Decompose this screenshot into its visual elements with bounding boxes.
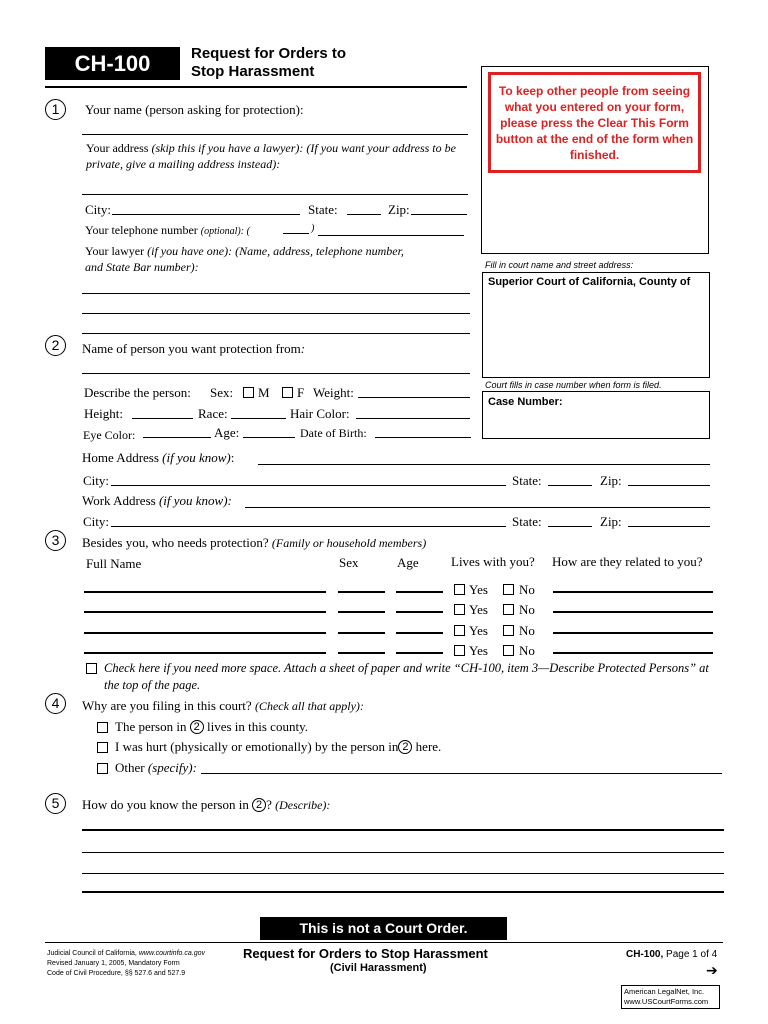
more-space-text: Check here if you need more space. Attach a sheet of paper and write “CH-100, item 3—Describe Protected Persons” at the top of the page. — [104, 661, 709, 692]
lives-yes-label: Yes — [469, 582, 488, 597]
home-if-known: (if you know) — [162, 450, 231, 465]
sex-f-label: F — [297, 385, 305, 400]
col-lives-with: Lives with you? — [451, 554, 535, 569]
reason-lives-checkbox[interactable] — [97, 722, 108, 733]
home-colon: : — [230, 450, 235, 465]
address-label-text: Your address — [86, 141, 149, 155]
item-3-number: 3 — [45, 530, 66, 551]
case-caption: Court fills in case number when form is filed. — [485, 380, 662, 390]
publisher-box — [621, 985, 720, 1009]
footer-revised: Revised January 1, 2005, Mandatory Form — [47, 960, 180, 967]
protected-name-field[interactable] — [84, 599, 326, 613]
protect-from-field[interactable] — [82, 360, 470, 374]
city-field-1[interactable] — [112, 201, 300, 215]
your-address-field[interactable] — [82, 181, 468, 195]
reason-hurt-checkbox[interactable] — [97, 742, 108, 753]
item-4-number: 4 — [45, 693, 66, 714]
publisher-url: www.USCourtForms.com — [624, 997, 709, 1006]
footer-council — [47, 950, 205, 957]
reason-other-text: Other — [115, 760, 145, 775]
lives-no-checkbox[interactable] — [503, 604, 514, 615]
state-field-3[interactable] — [548, 513, 592, 527]
lawyer-label — [85, 243, 415, 275]
protected-age-field[interactable] — [396, 620, 443, 634]
race-label: Race: — [198, 406, 228, 421]
protected-age-field[interactable] — [396, 579, 443, 593]
home-address-text: Home Address — [82, 450, 159, 465]
lives-no-checkbox[interactable] — [503, 584, 514, 595]
state-label-2: State: — [512, 473, 542, 488]
lives-yes-label: Yes — [469, 623, 488, 638]
council-name: Judicial Council of California, — [47, 950, 137, 957]
protected-relationship-field[interactable] — [553, 599, 713, 613]
work-address-field[interactable] — [245, 494, 710, 508]
lives-yes-checkbox[interactable] — [454, 625, 465, 636]
form-title-line2: Stop Harassment — [191, 63, 315, 80]
relationship-line-1[interactable] — [82, 829, 724, 831]
lawyer-field-2[interactable] — [82, 300, 470, 314]
sex-f-checkbox[interactable] — [282, 387, 293, 398]
dob-field[interactable] — [375, 424, 471, 438]
reason-lives-label — [115, 719, 308, 735]
col-relationship: How are they related to you? — [552, 554, 703, 569]
lives-no-label: No — [519, 602, 535, 617]
footer-code: Code of Civil Procedure, §§ 527.6 and 527.9 — [47, 970, 186, 977]
lives-yes-checkbox[interactable] — [454, 584, 465, 595]
protect-others-note: (Family or household members) — [271, 536, 427, 550]
zip-field-3[interactable] — [628, 513, 710, 527]
city-label-2: City: — [83, 473, 110, 488]
your-name-label: Your name (person asking for protection): — [85, 102, 304, 117]
relationship-question — [82, 797, 330, 813]
lives-no-checkbox[interactable] — [503, 625, 514, 636]
protect-from-text: Name of person you want protection from — [82, 341, 301, 356]
race-field[interactable] — [231, 405, 286, 419]
footer-rule — [45, 942, 723, 943]
protected-relationship-field[interactable] — [553, 579, 713, 593]
protected-age-field[interactable] — [396, 599, 443, 613]
height-field[interactable] — [132, 405, 193, 419]
case-number-label: Case Number: — [488, 396, 563, 408]
phone-note-text: (optional): ( — [200, 226, 250, 237]
reason-lives-pre: The person in — [115, 719, 187, 734]
zip-label-3: Zip: — [600, 514, 622, 529]
zip-field-2[interactable] — [628, 472, 710, 486]
city-field-2[interactable] — [111, 472, 506, 486]
state-label-1: State: — [308, 202, 338, 217]
reason-hurt-post: here. — [415, 739, 442, 754]
lawyer-label-text: Your lawyer — [85, 244, 145, 258]
lives-yes-label: Yes — [469, 643, 488, 658]
footer-subtitle: (Civil Harassment) — [330, 962, 427, 974]
zip-field-1[interactable] — [411, 201, 467, 215]
next-page-arrow-icon[interactable]: ➔ — [706, 962, 718, 978]
lives-yes-checkbox[interactable] — [454, 604, 465, 615]
protected-sex-field[interactable] — [338, 640, 385, 654]
reason-hurt-pre: I was hurt (physically or emotionally) by the person in — [115, 739, 399, 754]
work-if-known: (if you know): — [158, 493, 232, 508]
reason-lives-post: lives in this county. — [206, 719, 308, 734]
relationship-pre: How do you know the person in — [82, 797, 249, 812]
work-address-text: Work Address — [82, 493, 156, 508]
lives-yes-checkbox[interactable] — [454, 645, 465, 656]
lawyer-field-3[interactable] — [82, 320, 470, 334]
protected-relationship-field[interactable] — [553, 620, 713, 634]
filing-reason-question — [82, 698, 364, 714]
eye-label: Eye Color: — [83, 428, 136, 442]
city-label-3: City: — [83, 514, 110, 529]
item-2-ref-badge: 2 — [398, 740, 412, 754]
weight-label: Weight: — [313, 385, 354, 400]
protect-from-colon: : — [300, 341, 306, 356]
city-label-1: City: — [85, 202, 112, 217]
lawyer-field-1[interactable] — [82, 280, 470, 294]
item-1-number: 1 — [45, 99, 66, 120]
relationship-line-3[interactable] — [82, 873, 724, 874]
reason-other-label — [115, 760, 197, 776]
reason-other-note: (specify): — [147, 760, 197, 775]
sex-label: Sex: — [210, 385, 234, 400]
your-name-field[interactable] — [82, 121, 468, 135]
state-label-3: State: — [512, 514, 542, 529]
filing-reason-note: (Check all that apply): — [254, 699, 364, 713]
phone-field[interactable] — [318, 222, 464, 236]
home-address-field[interactable] — [258, 451, 710, 465]
lives-no-label: No — [519, 643, 535, 658]
filing-reason-text: Why are you filing in this court? — [82, 698, 252, 713]
relationship-line-2[interactable] — [82, 852, 724, 853]
reason-hurt-label — [115, 739, 441, 755]
footer-title: Request for Orders to Stop Harassment — [243, 946, 488, 961]
item-5-number: 5 — [45, 793, 66, 814]
protected-name-field[interactable] — [84, 579, 326, 593]
phone-label — [85, 223, 250, 238]
protected-age-field[interactable] — [396, 640, 443, 654]
your-address-label — [86, 140, 456, 172]
footer-page-number: Page 1 of 4 — [666, 949, 718, 960]
state-field-2[interactable] — [548, 472, 592, 486]
zip-label-2: Zip: — [600, 473, 622, 488]
col-sex: Sex — [339, 555, 359, 570]
protected-sex-field[interactable] — [338, 579, 385, 593]
more-space-checkbox[interactable] — [86, 663, 97, 674]
item-2-ref-badge: 2 — [252, 798, 266, 812]
dob-label: Date of Birth: — [300, 426, 367, 440]
sex-m-label: M — [258, 385, 270, 400]
not-court-order-banner: This is not a Court Order. — [260, 917, 507, 940]
zip-label-1: Zip: — [388, 202, 410, 217]
lives-no-label: No — [519, 582, 535, 597]
work-address-label — [82, 493, 232, 509]
court-caption: Fill in court name and street address: — [485, 260, 634, 270]
col-age: Age — [397, 555, 419, 570]
protect-others-question — [82, 535, 426, 551]
lives-no-checkbox[interactable] — [503, 645, 514, 656]
eye-field[interactable] — [143, 424, 211, 438]
phone-label-text: Your telephone number — [85, 223, 198, 237]
col-full-name: Full Name — [86, 556, 142, 571]
state-field-1[interactable] — [347, 201, 381, 215]
lawyer-note-text: (if you have one): (Name, address, telephone number, and State Bar number): — [85, 244, 404, 274]
relationship-post: ? — [266, 797, 272, 812]
protected-name-field[interactable] — [84, 640, 326, 654]
publisher-name: American LegalNet, Inc. — [624, 987, 705, 996]
item-2-number: 2 — [45, 335, 66, 356]
privacy-notice: To keep other people from seeing what you entered on your form, please press the Clear This Form button at the end of the form when finished. — [488, 72, 701, 173]
age-field[interactable] — [243, 424, 295, 438]
phone-close-paren: ) — [311, 223, 315, 234]
form-title-line1: Request for Orders to — [191, 45, 347, 62]
home-address-label — [82, 450, 234, 466]
protect-others-text: Besides you, who needs protection? — [82, 535, 269, 550]
area-code-line — [283, 233, 309, 234]
reason-other-field[interactable] — [201, 760, 722, 774]
hair-label: Hair Color: — [290, 406, 350, 421]
protect-from-label — [82, 341, 305, 357]
weight-field[interactable] — [358, 384, 470, 398]
hair-field[interactable] — [356, 405, 470, 419]
relationship-line-4[interactable] — [82, 891, 724, 893]
protected-sex-field[interactable] — [338, 599, 385, 613]
council-url: www.courtinfo.ca.gov — [138, 950, 205, 957]
footer-form-id: CH-100, — [626, 949, 664, 960]
relationship-note: (Describe): — [275, 798, 331, 812]
lives-yes-label: Yes — [469, 602, 488, 617]
city-field-3[interactable] — [111, 513, 506, 527]
court-name-label: Superior Court of California, County of — [488, 276, 691, 288]
lives-no-label: No — [519, 623, 535, 638]
age-label: Age: — [214, 425, 240, 440]
height-label: Height: — [84, 406, 123, 421]
reason-other-checkbox[interactable] — [97, 763, 108, 774]
describe-label: Describe the person: — [84, 385, 191, 400]
address-note-text: (skip this if you have a lawyer): (If you want your address to be private, give a mailing address instead): — [86, 141, 456, 171]
protected-name-field[interactable] — [84, 620, 326, 634]
footer-page — [626, 949, 717, 960]
header-rule — [45, 86, 467, 88]
sex-m-checkbox[interactable] — [243, 387, 254, 398]
protected-relationship-field[interactable] — [553, 640, 713, 654]
protected-sex-field[interactable] — [338, 620, 385, 634]
form-id-badge: CH-100 — [45, 47, 180, 80]
item-2-ref-badge: 2 — [190, 720, 204, 734]
